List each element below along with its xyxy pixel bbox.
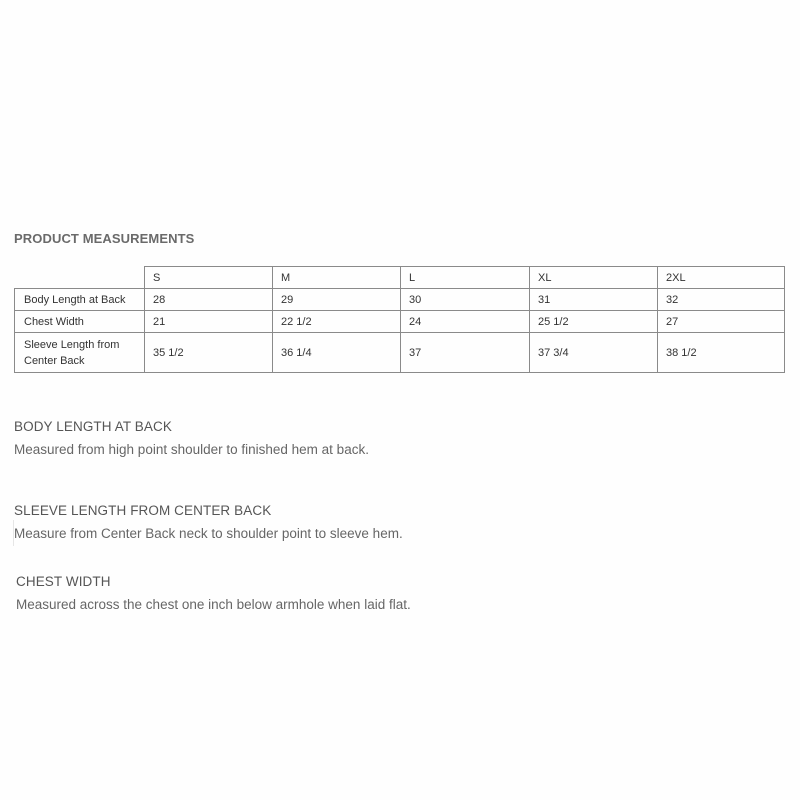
measurements-table bbox=[14, 266, 785, 373]
table-cell: 36 1/4 bbox=[273, 333, 401, 373]
table-cell: 29 bbox=[273, 289, 401, 311]
definition-title: BODY LENGTH AT BACK bbox=[14, 419, 172, 434]
table-cell: 32 bbox=[658, 289, 785, 311]
definition-text: Measure from Center Back neck to shoulder point to sleeve hem. bbox=[14, 526, 403, 541]
size-header: 2XL bbox=[658, 267, 785, 289]
row-label bbox=[15, 333, 145, 373]
table-cell: 37 bbox=[401, 333, 530, 373]
row-label-line: Center Back bbox=[24, 354, 85, 367]
size-header: XL bbox=[530, 267, 658, 289]
table-row bbox=[15, 311, 785, 333]
definition-title: CHEST WIDTH bbox=[16, 574, 111, 589]
table-cell: 31 bbox=[530, 289, 658, 311]
size-header: M bbox=[273, 267, 401, 289]
table-cell: 21 bbox=[145, 311, 273, 333]
table-cell: 30 bbox=[401, 289, 530, 311]
table-cell: 25 1/2 bbox=[530, 311, 658, 333]
table-cell: 24 bbox=[401, 311, 530, 333]
table-row bbox=[15, 333, 785, 373]
definition-title: SLEEVE LENGTH FROM CENTER BACK bbox=[14, 503, 272, 518]
table-corner-cell bbox=[15, 267, 145, 289]
section-heading: PRODUCT MEASUREMENTS bbox=[14, 231, 195, 246]
table-cell: 37 3/4 bbox=[530, 333, 658, 373]
table-cell: 28 bbox=[145, 289, 273, 311]
table-cell: 35 1/2 bbox=[145, 333, 273, 373]
definition-sleeve-length bbox=[14, 503, 403, 541]
table-header-row bbox=[15, 267, 785, 289]
row-label: Chest Width bbox=[15, 311, 145, 333]
row-label-line: Sleeve Length from bbox=[24, 338, 120, 351]
table-cell: 22 1/2 bbox=[273, 311, 401, 333]
table-cell: 27 bbox=[658, 311, 785, 333]
definition-text: Measured from high point shoulder to finished hem at back. bbox=[14, 442, 369, 457]
size-header: S bbox=[145, 267, 273, 289]
table-row bbox=[15, 289, 785, 311]
definition-chest-width bbox=[16, 574, 411, 612]
definition-body-length bbox=[14, 419, 369, 457]
row-label: Body Length at Back bbox=[15, 289, 145, 311]
definition-text: Measured across the chest one inch below armhole when laid flat. bbox=[16, 597, 411, 612]
size-header: L bbox=[401, 267, 530, 289]
table-cell: 38 1/2 bbox=[658, 333, 785, 373]
